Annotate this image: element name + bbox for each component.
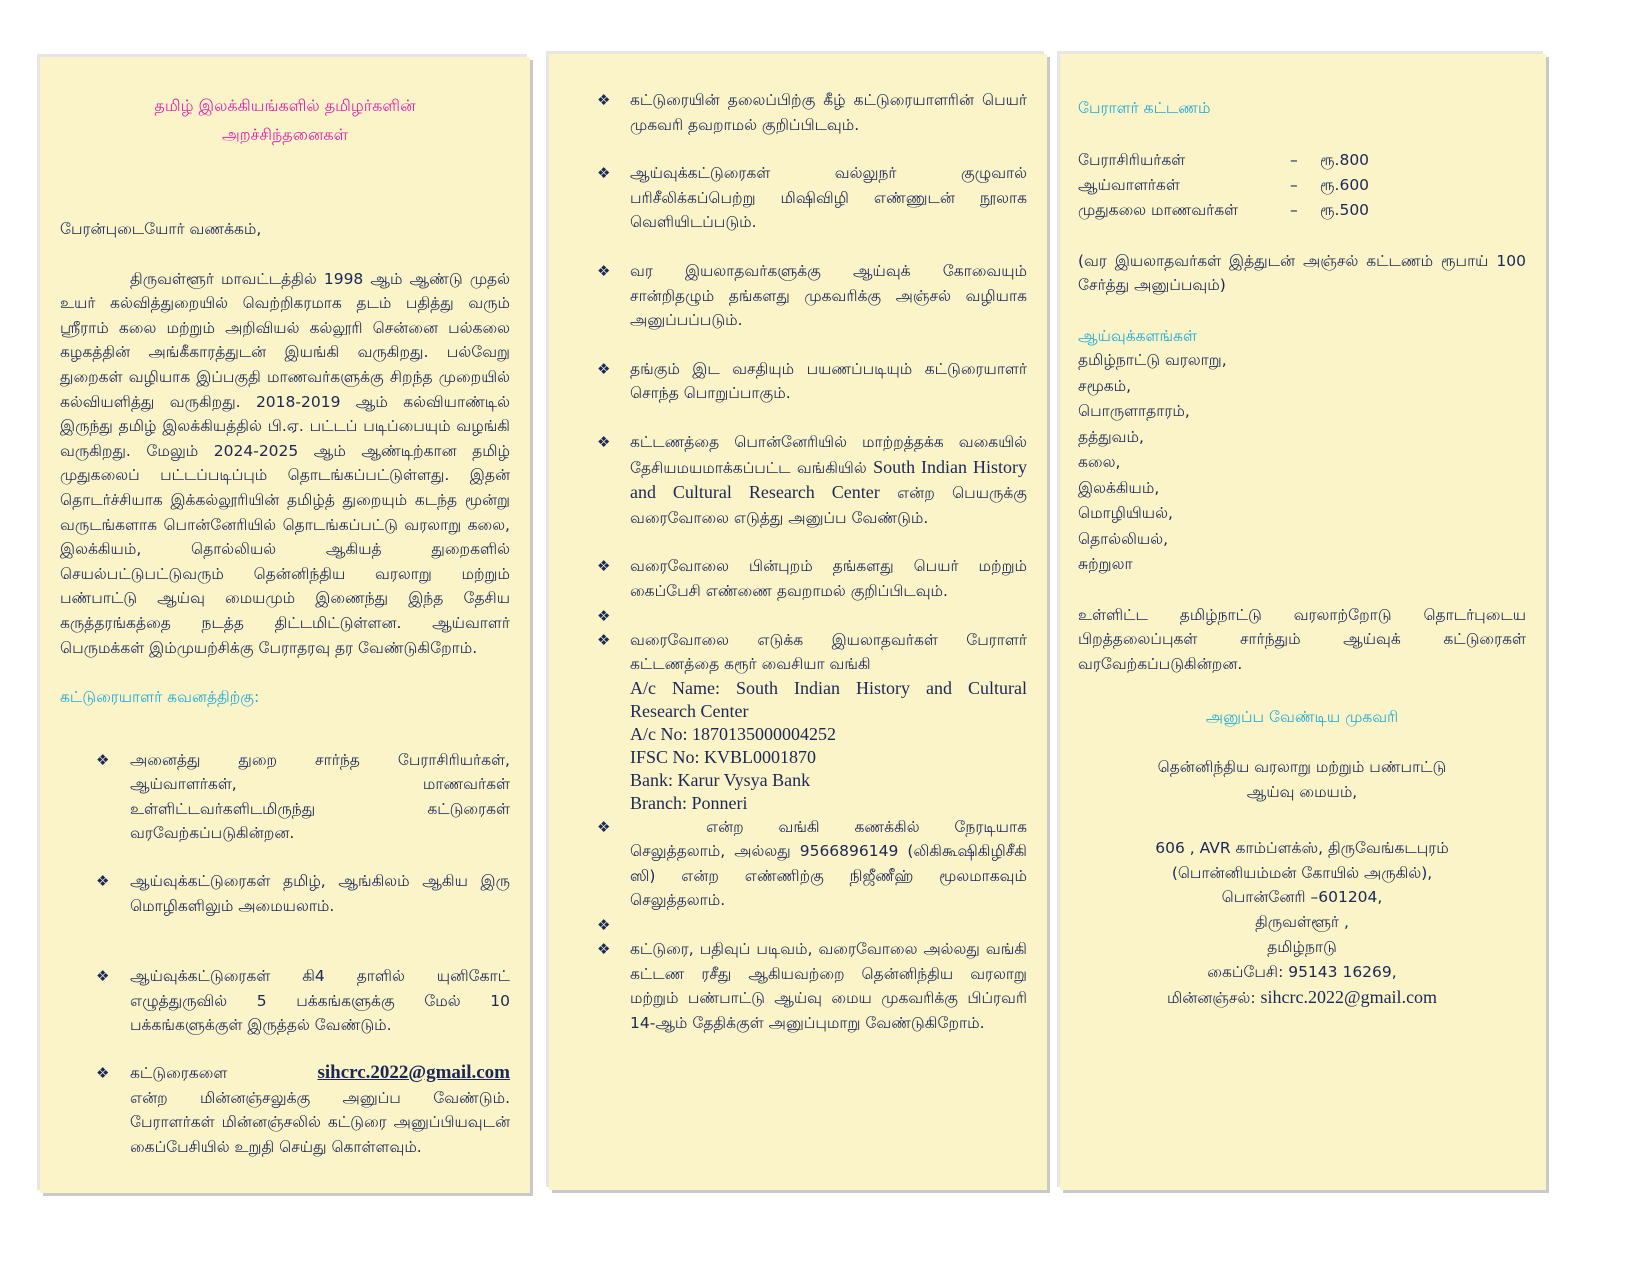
list-item xyxy=(597,554,1027,603)
diamond-four-icon: ❖ xyxy=(96,872,110,891)
field-item: கலை, xyxy=(1078,453,1121,472)
item-text: ஆய்வுக்கட்டுரைகள் வல்லுநர் குழுவால் பரிசீலிக்கப்பெற்று மிஷிவிழி எண்ணுடன் நூலாக வெளியிடப்படும். xyxy=(630,164,1027,232)
bank-name: Bank: Karur Vysya Bank xyxy=(630,769,811,790)
address-heading: அனுப்ப வேண்டிய முகவரி xyxy=(1205,707,1399,726)
list-item xyxy=(597,259,1027,333)
fee-row xyxy=(1078,173,1526,198)
branch-name: Branch: Ponneri xyxy=(630,792,748,813)
item-text: கட்டணத்தை பொன்னேரியில் மாற்றத்தக்க வகையில் தேசியமயமாக்கப்பட்ட வங்கியில் xyxy=(630,432,1027,477)
diamond-four-icon: ❖ xyxy=(96,750,110,769)
ifsc-code: IFSC No: KVBL0001870 xyxy=(630,746,817,767)
diamond-four-icon: ❖ xyxy=(96,1064,110,1083)
address-line: தமிழ்நாடு xyxy=(1267,938,1337,957)
field-item: சுற்றுலா xyxy=(1078,555,1133,574)
list-item xyxy=(597,88,1027,137)
field-item: சமூகம், xyxy=(1078,376,1132,395)
item-text: ஆய்வுக்கட்டுரைகள் கி4 தாளில் யுனிகோட் எழுத்துருவில் 5 பக்கங்களுக்கு மேல் 10 பக்கங்களுக்குள் இருத்தல் வேண்டும். xyxy=(130,967,510,1035)
item-text: அனைத்து துறை சார்ந்த பேராசிரியர்கள், ஆய்வாளர்கள், மாணவர்கள் உள்ளிட்டவர்களிடமிருந்து கட்டுரைகள் வரவேற்கப்படுகின்றன. xyxy=(130,750,510,843)
title-line-1: தமிழ் இலக்கியங்களில் தமிழர்களின் xyxy=(154,96,416,115)
list-item xyxy=(60,1061,510,1159)
fee-amount: ரூ.600 xyxy=(1320,175,1370,194)
payee-name: South Indian History and Cultural Research Center xyxy=(630,456,1027,503)
list-item xyxy=(597,357,1027,406)
fee-category: பேராசிரியர்கள் xyxy=(1078,150,1186,169)
item-text: தங்கும் இட வசதியும் பயணப்படியும் கட்டுரையாளர் சொந்த பொறுப்பாகும். xyxy=(630,359,1027,403)
title-line-2: அறச்சிந்தனைகள் xyxy=(221,125,349,144)
list-item xyxy=(60,964,510,1038)
email-link[interactable]: sihcrc.2022@gmail.com xyxy=(317,1062,510,1084)
list-item xyxy=(597,161,1027,235)
account-number: A/c No: 1870135000004252 xyxy=(630,723,836,744)
notice-list xyxy=(60,748,510,1160)
notice-heading: கட்டுரையாளர் கவனத்திற்கு: xyxy=(60,688,260,707)
address-line: திருவள்ளூர் , xyxy=(1255,913,1349,932)
diamond-four-icon: ❖ xyxy=(597,557,611,576)
diamond-four-icon: ❖ xyxy=(597,359,611,378)
fee-dash: – xyxy=(1290,200,1298,219)
address-line: பொன்னேரி –601204, xyxy=(1221,888,1383,907)
brochure-title xyxy=(60,91,510,149)
bank-details xyxy=(630,677,1027,815)
item-text: ஆய்வுக்கட்டுரைகள் தமிழ், ஆங்கிலம் ஆகிய இரு மொழிகளிலும் அமையலாம். xyxy=(130,872,510,915)
field-item: தத்துவம், xyxy=(1078,427,1144,446)
greeting: பேரன்புடையோர் வணக்கம், xyxy=(60,220,262,238)
diamond-four-icon: ❖ xyxy=(597,164,611,183)
field-item: தமிழ்நாட்டு வரலாறு, xyxy=(1078,351,1227,370)
org-name-line: தென்னிந்திய வரலாறு மற்றும் பண்பாட்டு xyxy=(1157,758,1447,777)
item-text: வர இயலாதவர்களுக்கு ஆய்வுக் கோவையும் சான்றிதழும் தங்களது முகவரிக்கு அஞ்சல் வழியாக அனுப்பப்படும். xyxy=(630,261,1027,330)
item-text: வரைவோலை பின்புறம் தங்களது பெயர் மற்றும் கைப்பேசி எண்ணை தவறாமல் குறிப்பிடவும். xyxy=(630,557,1027,600)
fee-row xyxy=(1078,198,1526,223)
email-line xyxy=(1078,985,1526,1011)
fee-amount: ரூ.500 xyxy=(1320,200,1370,219)
account-name: A/c Name: South Indian History and Cultural Research Center xyxy=(630,677,1027,721)
fields-heading: ஆய்வுக்களங்கள் xyxy=(1078,326,1198,345)
right-panel xyxy=(1060,54,1546,1190)
fee-amount: ரூ.800 xyxy=(1320,150,1370,169)
fee-table xyxy=(1078,148,1526,223)
item-text: என்ற பெயருக்கு வரைவோலை எடுத்து அனுப்ப வேண்டும். xyxy=(630,484,1027,527)
fee-category: முதுகலை மாணவர்கள் xyxy=(1078,200,1239,219)
diamond-four-icon: ❖ xyxy=(597,606,611,625)
list-item xyxy=(597,628,1027,815)
diamond-four-icon: ❖ xyxy=(96,967,110,986)
field-item: தொல்லியல், xyxy=(1078,529,1168,548)
org-name-line: ஆய்வு மையம், xyxy=(1246,783,1358,802)
item-text: கட்டுரைகளை xyxy=(130,1064,228,1083)
address-line: (பொன்னியம்மன் கோயில் அருகில்), xyxy=(1171,863,1433,882)
fields-note: உள்ளிட்ட தமிழ்நாட்டு வரலாற்றோடு தொடர்புடைய பிறத்தலைப்புகள் சார்ந்தும் ஆய்வுக் கட்டுரைகள் வரவேற்கப்படுகின்றன. xyxy=(1078,605,1526,674)
list-item xyxy=(597,430,1027,530)
postal-note: (வர இயலாதவர்கள் இத்துடன் அஞ்சல் கட்டணம் ரூபாய் 100 சேர்த்து அனுப்பவும்) xyxy=(1078,251,1526,295)
phone-line: கைப்பேசி: 95143 16269, xyxy=(1207,962,1397,981)
address-line: 606 , AVR காம்ப்ளக்ஸ், திருவேங்கடபுரம் xyxy=(1155,838,1449,857)
fee-dash: – xyxy=(1290,175,1298,194)
diamond-four-icon: ❖ xyxy=(597,817,611,836)
middle-panel xyxy=(549,54,1047,1190)
field-item: மொழியியல், xyxy=(1078,504,1173,523)
list-item xyxy=(597,937,1027,1035)
fee-row xyxy=(1078,148,1526,173)
list-item xyxy=(597,913,1027,937)
field-item: பொருளாதாரம், xyxy=(1078,402,1190,421)
list-item xyxy=(60,869,510,918)
left-panel xyxy=(40,57,530,1193)
field-item: இலக்கியம், xyxy=(1078,478,1160,497)
email-label: மின்னஞ்சல்: xyxy=(1166,988,1256,1007)
diamond-four-icon: ❖ xyxy=(597,630,611,649)
diamond-four-icon: ❖ xyxy=(597,916,611,935)
fields-list xyxy=(1078,348,1526,578)
diamond-four-icon: ❖ xyxy=(597,91,611,109)
diamond-four-icon: ❖ xyxy=(597,432,611,451)
intro-paragraph: திருவள்ளூர் மாவட்டத்தில் 1998 ஆம் ஆண்டு முதல் உயர் கல்வித்துறையில் வெற்றிகரமாக தடம் பதித்து வரும் ஸ்ரீராம் கலை மற்றும் அறிவியல் கல்லூரி சென்னை பல்கலை கழகத்தின் அங்கீகாரத்துடன் இயங்கி வருகிறது. பல்வேறு துறைகள் வழியாக இப்பகுதி மாணவர்களுக்கு சிறந்த முறையில் கல்வியளித்து வருகிறது. 2018-2019 ஆம் கல்வியாண்டில் இருந்து தமிழ் இலக்கியத்தில் பி.ஏ. பட்டப் படிப்பையும் வழங்கி வருகிறது. மேலும் 2024-2025 ஆம் ஆண்டிற்கான தமிழ் முதுகலைப் பட்டப்படிப்பும் தொடங்கப்பட்டுள்ளது. இதன் தொடர்ச்சியாக இக்கல்லூரியின் தமிழ்த் துறையும் கடந்த மூன்று வருடங்களாக பொன்னேரியில் தொடங்கப்பட்டு வரலாறு கலை, இலக்கியம், தொல்லியல் ஆகியத் துறைகளில் செயல்பட்டுபட்டுவரும் தென்னிந்திய வரலாறு மற்றும் பண்பாட்டு ஆய்வு மையமும் இணைந்து இந்த தேசிய கருத்தரங்கத்தை நடத்த திட்டமிட்டுள்ளன. ஆய்வாளர் பெருமக்கள் இம்முயற்சிக்கு பேராதரவு தர வேண்டுகிறோம். xyxy=(60,269,510,657)
diamond-four-icon: ❖ xyxy=(597,940,611,959)
list-item xyxy=(597,604,1027,628)
fee-category: ஆய்வாளர்கள் xyxy=(1078,175,1180,194)
fee-dash: – xyxy=(1290,150,1298,169)
diamond-four-icon: ❖ xyxy=(597,261,611,280)
email-link[interactable]: sihcrc.2022@gmail.com xyxy=(1260,986,1438,1007)
item-text: என்ற மின்னஞ்சலுக்கு அனுப்ப வேண்டும். பேராளர்கள் மின்னஞ்சலில் கட்டுரை அனுப்பியவுடன் கைப்பேசியில் உறுதி செய்து கொள்ளவும். xyxy=(130,1088,510,1156)
list-item xyxy=(597,815,1027,913)
item-text: என்ற வங்கி கணக்கில் நேரடியாக செலுத்தலாம், அல்லது 9566896149 (லிகிகூஷிகிழிசீகி ஸி) என்ற எண்ணிற்கு நிஜீணீஹ் மூலமாகவும் செலுத்தலாம். xyxy=(630,817,1027,910)
instructions-list xyxy=(597,88,1027,1035)
item-text: வரைவோலை எடுக்க இயலாதவர்கள் பேராளர் கட்டணத்தை கரூர் வைசியா வங்கி xyxy=(630,630,1027,674)
item-text: கட்டுரை, பதிவுப் படிவம், வரைவோலை அல்லது வங்கி கட்டண ரசீது ஆகியவற்றை தென்னிந்திய வரலாறு மற்றும் பண்பாட்டு ஆய்வு மைய முகவரிக்கு பிப்ரவரி 14-ஆம் தேதிக்குள் அனுப்புமாறு வேண்டுகிறோம். xyxy=(630,940,1027,1032)
list-item xyxy=(60,748,510,846)
fee-heading: பேராளர் கட்டணம் xyxy=(1078,99,1211,117)
item-text: கட்டுரையின் தலைப்பிற்கு கீழ் கட்டுரையாளரின் பெயர் முகவரி தவறாமல் குறிப்பிடவும். xyxy=(630,91,1027,134)
